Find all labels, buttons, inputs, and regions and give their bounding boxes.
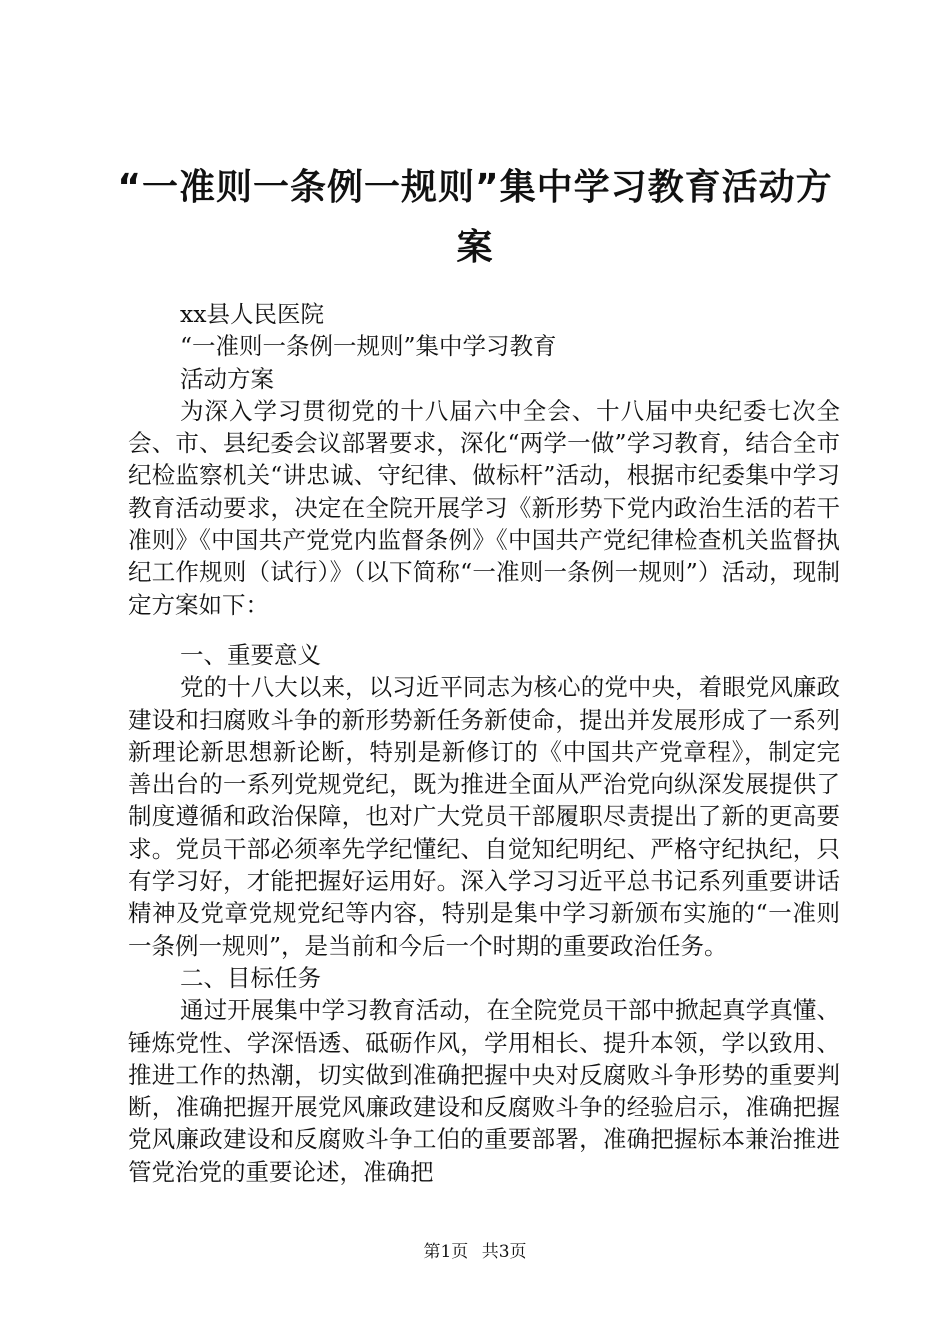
intro-paragraph: 为深入学习贯彻党的十八届六中全会、十八届中央纪委七次全会、市、县纪委会议部署要求，深化“两学一做”学习教育，结合全市纪检监察机关“讲忠诚、守纪律、做标杆”活动，根据市纪委集中学习教育活动要求，决定在全院开展学习《新形势下党内政治生活的若干准则》《中国共产党党内监督条例》《中国共产党纪律检查机关监督执纪工作规则（试行）》（以下简称“一准则一条例一规则”）活动，现制定方案如下： <box>128 396 840 619</box>
section-heading-2: 二、目标任务 <box>180 963 321 992</box>
paragraph-gap <box>128 621 840 639</box>
document-body <box>128 298 840 1188</box>
section-paragraph-2: 通过开展集中学习教育活动，在全院党员干部中掀起真学真懂、锤炼党性、学深悟透、砥砺作风，学用相长、提升本领，学以致用、推进工作的热潮，切实做到准确把握中央对反腐败斗争形势的重要判断，准确把握开展党风廉政建设和反腐败斗争的经验启示，准确把握党风廉政建设和反腐败斗争工伯的重要部署，准确把握标本兼治推进管党治党的重要论述，准确把 <box>128 996 840 1186</box>
section-paragraph-1: 党的十八大以来，以习近平同志为核心的党中央，着眼党风廉政建设和扫腐败斗争的新形势新任务新使命，提出并发展形成了一系列新理论新思想新论断，特别是新修订的《中国共产党章程》，制定完善出台的一系列党规党纪，既为推进全面从严治党向纵深发展提供了制度遵循和政治保障，也对广大党员干部履职尽责提出了新的更高要求。党员干部必须率先学纪懂纪、自觉知纪明纪、严格守纪执纪，只有学习好，才能把握好运用好。深入学习习近平总书记系列重要讲话精神及党章党规党纪等内容，特别是集中学习新颁布实施的“一准则一条例一规则”，是当前和今后一个时期的重要政治任务。 <box>128 673 840 960</box>
page-footer <box>0 1242 950 1262</box>
document-type: 活动方案 <box>180 364 274 393</box>
document-title: “一准则一条例一规则”集中学习教育活动方案 <box>117 167 833 268</box>
page-number: 第1页 <box>423 1242 469 1262</box>
section-heading-1: 一、重要意义 <box>180 640 321 669</box>
organization-name: xx县人民医院 <box>180 300 325 328</box>
page-total: 共3页 <box>481 1242 527 1262</box>
document-subtitle: “一准则一条例一规则”集中学习教育 <box>180 332 557 361</box>
